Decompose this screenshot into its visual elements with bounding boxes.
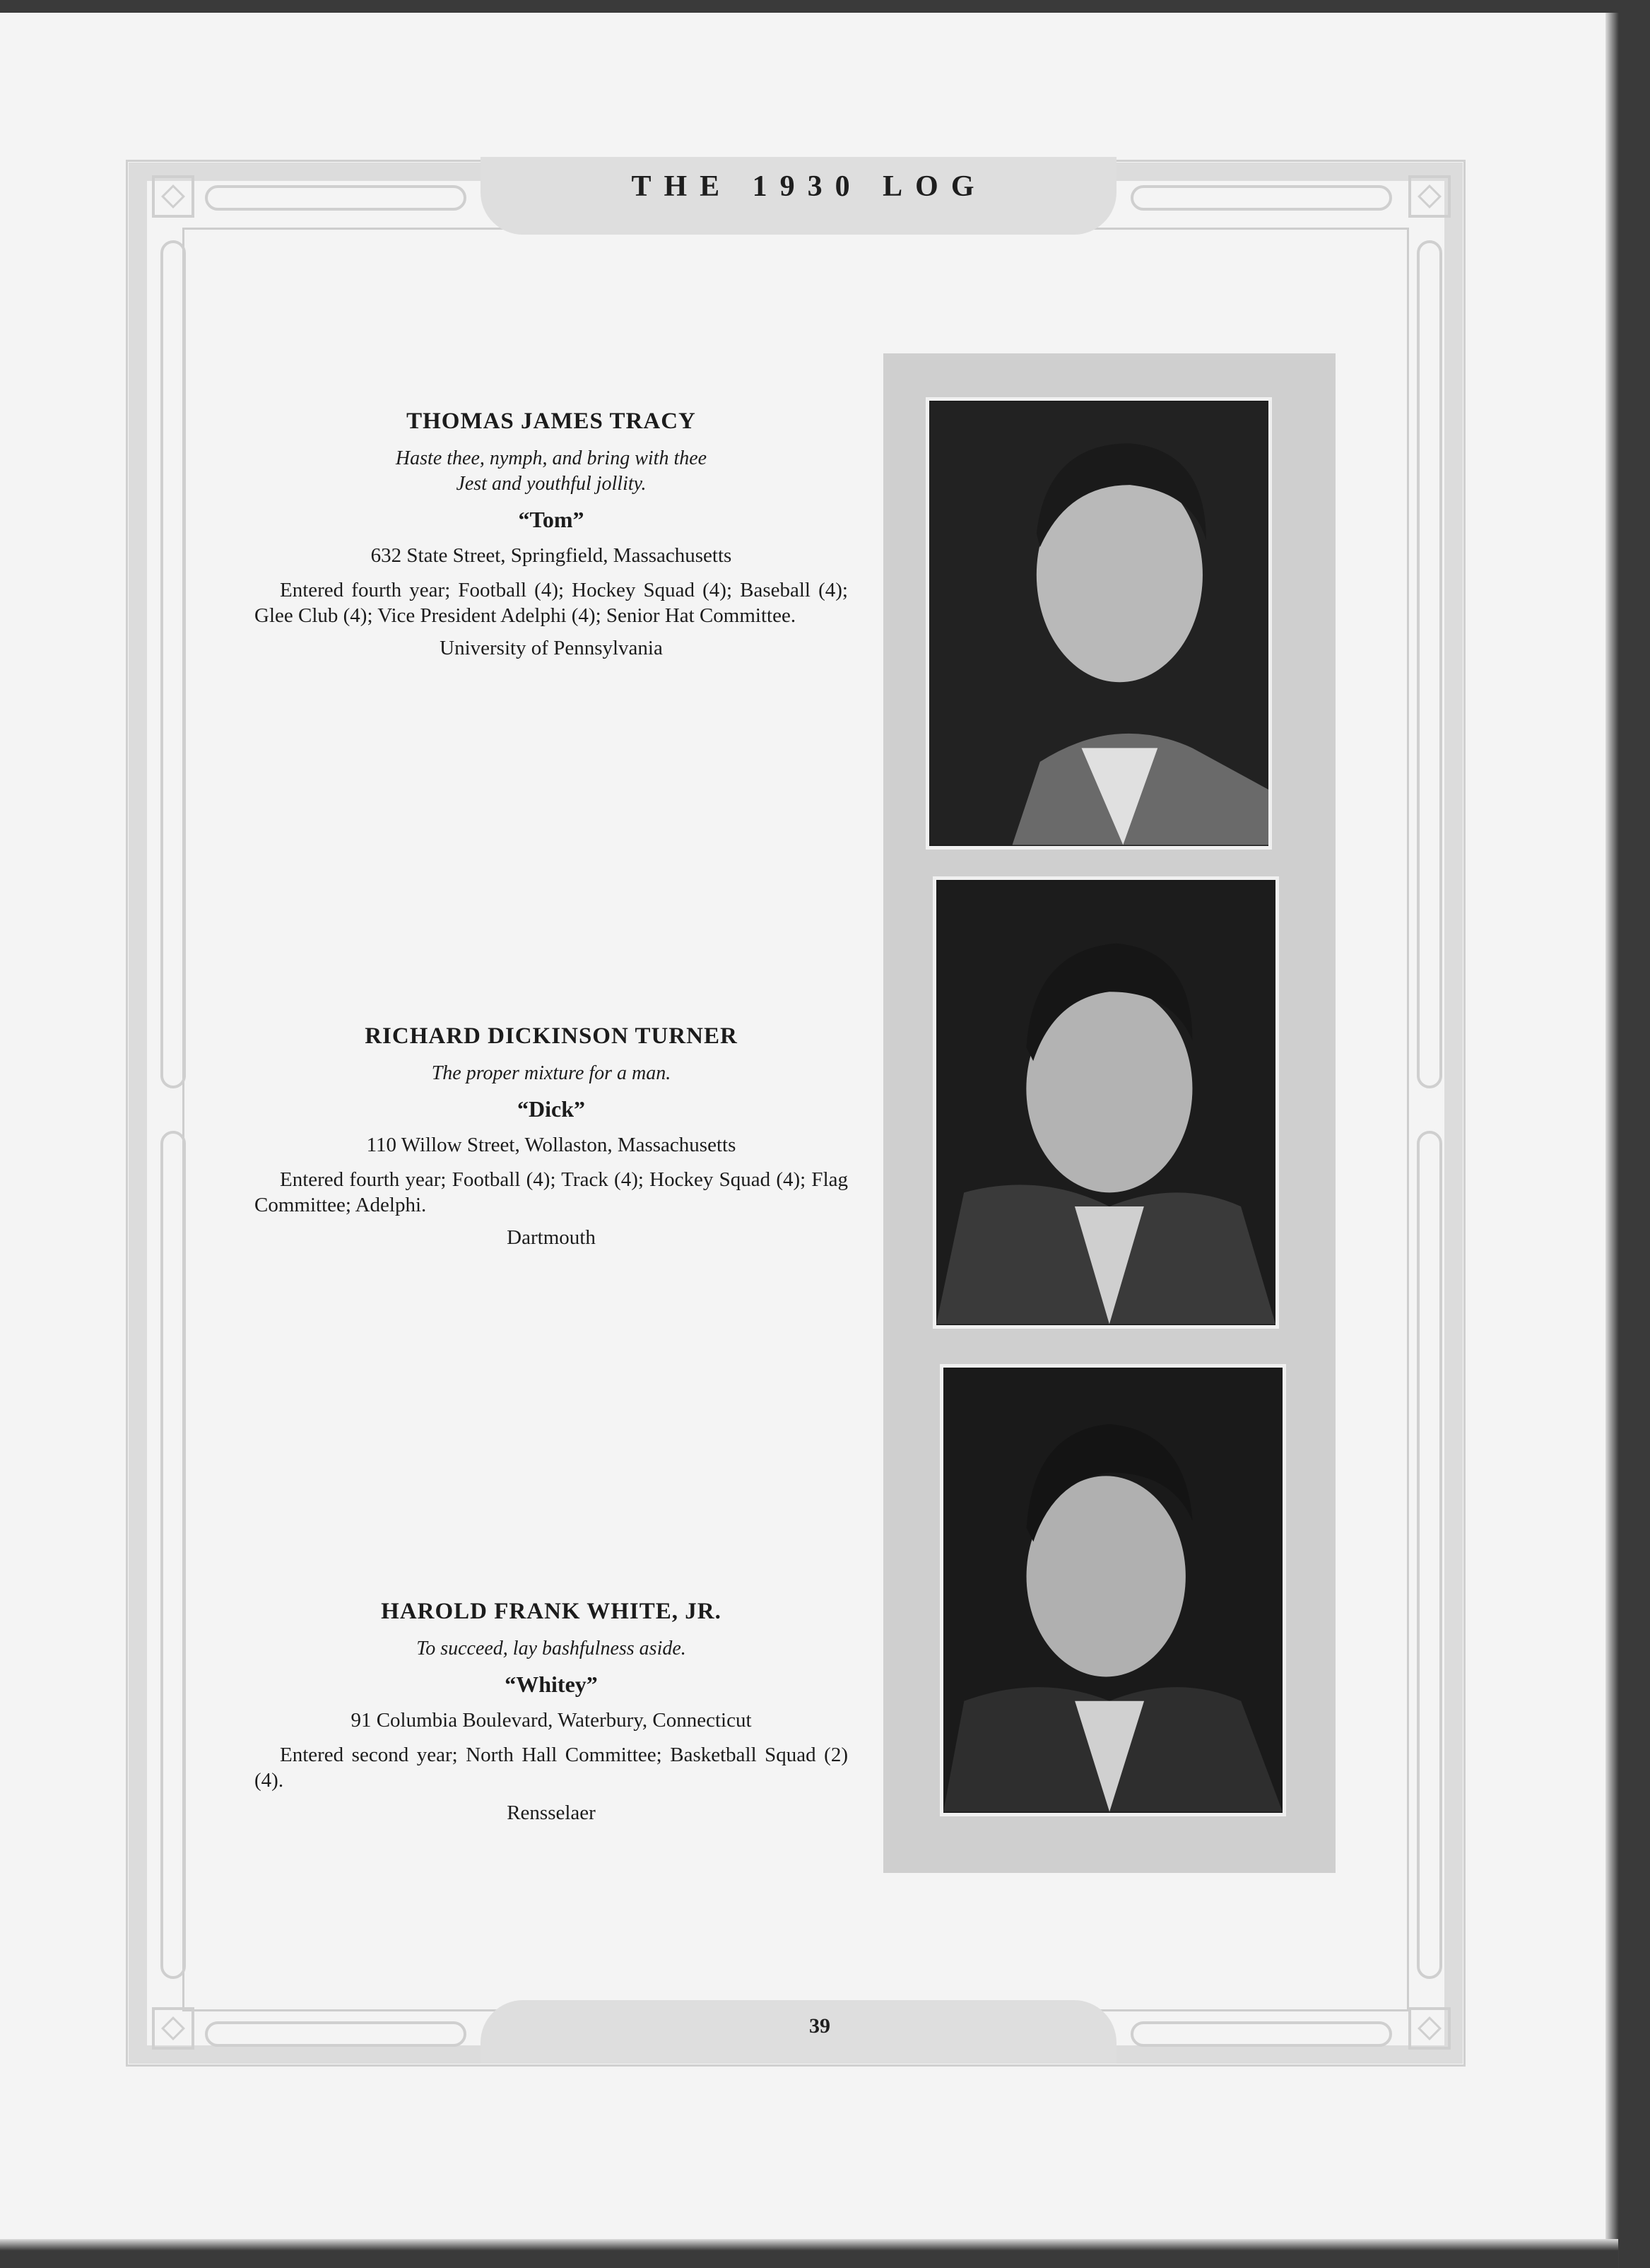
corner-ornament-bottom-left — [152, 2007, 194, 2050]
page-number: 39 — [809, 2014, 830, 2038]
quote-line: To succeed, lay bashfulness aside. — [416, 1638, 686, 1659]
corner-ornament-bottom-right — [1408, 2007, 1451, 2050]
activity-record: Entered second year; North Hall Committee; Basketball Squad (2) (4). — [254, 1744, 848, 1792]
border-ornament — [1131, 2021, 1392, 2047]
portrait-image — [929, 401, 1268, 846]
page-bottom-shadow — [0, 2239, 1618, 2268]
border-ornament — [160, 240, 186, 1088]
quote-line: Haste thee, nymph, and bring with thee — [395, 447, 707, 469]
home-address: 632 State Street, Springfield, Massachusetts — [370, 544, 732, 567]
college: University of Pennsylvania — [440, 637, 663, 659]
senior-entry — [254, 1023, 848, 1250]
nickname: “Tom” — [518, 507, 584, 532]
page-edge-shadow — [1605, 13, 1650, 2268]
border-ornament — [1417, 240, 1442, 1088]
border-ornament — [160, 1131, 186, 1979]
border-ornament — [1417, 1131, 1442, 1979]
senior-entry — [254, 409, 848, 660]
portrait-photo — [926, 397, 1272, 850]
portrait-photo — [940, 1364, 1286, 1816]
student-name: THOMAS JAMES TRACY — [406, 409, 696, 434]
nickname: “Whitey” — [505, 1671, 598, 1697]
college: Rensselaer — [507, 1802, 596, 1824]
activity-record: Entered fourth year; Football (4); Track (4); Hockey Squad (4); Flag Committee; Adelphi. — [254, 1168, 848, 1216]
portrait-image — [943, 1368, 1283, 1813]
activity-record: Entered fourth year; Football (4); Hockey Squad (4); Baseball (4); Glee Club (4); Vice President Adelphi (4); Senior Hat Committee. — [254, 579, 848, 627]
running-head: THE 1930 LOG — [631, 170, 987, 203]
quote-line: Jest and youthful jollity. — [456, 473, 647, 495]
senior-entry — [254, 1599, 848, 1825]
student-name: HAROLD FRANK WHITE, JR. — [381, 1599, 721, 1624]
portrait-image — [936, 880, 1275, 1325]
home-address: 91 Columbia Boulevard, Waterbury, Connecticut — [350, 1709, 752, 1732]
nickname: “Dick” — [517, 1096, 585, 1122]
college: Dartmouth — [507, 1226, 596, 1249]
student-name: RICHARD DICKINSON TURNER — [365, 1023, 738, 1049]
quote-line: The proper mixture for a man. — [431, 1062, 671, 1084]
home-address: 110 Willow Street, Wollaston, Massachusetts — [366, 1134, 736, 1156]
border-ornament — [205, 2021, 466, 2047]
portrait-photo — [933, 876, 1279, 1329]
